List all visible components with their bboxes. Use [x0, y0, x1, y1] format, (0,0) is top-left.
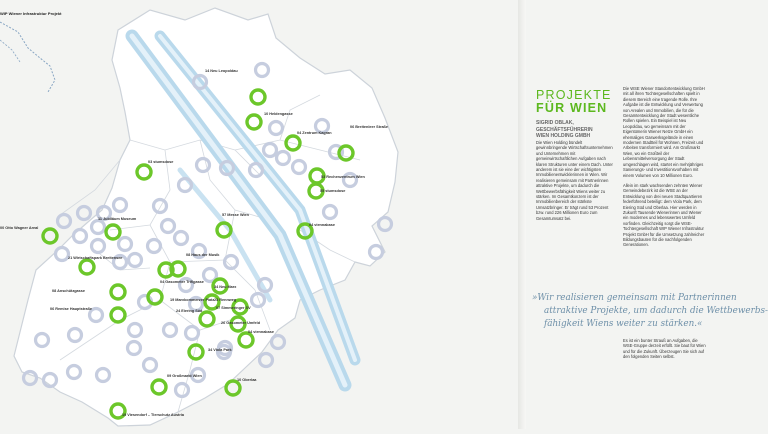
project-label: 34 Neu Marx: [214, 285, 237, 289]
other-site-marker: [58, 215, 71, 228]
project-marker[interactable]: [226, 381, 240, 395]
page-gutter: [518, 0, 526, 429]
quote-line-1: »Wir realisieren gemeinsam mit Partnerinnen: [532, 293, 737, 303]
project-label: 09 Großmarkt Wien: [167, 374, 202, 378]
project-label: 04 viennabase: [248, 330, 274, 334]
project-label: 04 viennabase: [309, 223, 335, 227]
page-title-line2: FÜR WIEN: [536, 101, 608, 115]
paragraph: Die Wien Holding bündelt gewinnbringende Wirtschaftsunternehmen und Unternehmen mit gemeinwirtschaftlichen Aufgaben nach klaren Strukturen unter einem Dach. Unter anderem ist sie eine der wichtigsten Immobilienentwicklerinnen in Wien. Wir realisieren gemeinsam mit Partnerinnen attraktive Projekte, um dadurch die Wettbewerbsfähigkeit Wiens weiter zu stärken. Im Gesamtkonzern ist der Immobilienbereich der stärkste Umsatzbringer. Er trägt rund 53 Prozent bzw. rund 226 Millionen Euro zum Gesamtumsatz bei.: [536, 140, 613, 221]
project-label: 53 Rechenzentrum Wien: [321, 175, 365, 179]
project-label: 24 Eiering Süd: [176, 309, 203, 313]
quote-line-2: attraktive Projekte, um dadurch die Wettbewerbs-: [544, 306, 768, 316]
other-site-marker: [272, 336, 285, 349]
project-label: 06 Remise Hauptstraße: [50, 307, 92, 311]
author-byline: [536, 120, 616, 140]
project-label: 07 Simmeringer SV: [216, 306, 251, 310]
project-label: 23 Rennweg: [214, 298, 237, 302]
project-label: 14 Neu Leopoldau: [205, 69, 238, 73]
project-marker[interactable]: [43, 229, 57, 243]
project-label: 04 Zentrum Kagran: [297, 131, 332, 135]
paragraph: Die WSE Wiener Standortentwicklung GmbH mit all ihren Tochtergesellschaften spielt in diesem Bereich eine tragende Rolle. Ihre Aufgabe ist die Entwicklung und Verwertung von Arealen und Immobilien, die für die Gesamtentwicklung der Stadt wesentliche Rollen spielen. Ein Beispiel ist Neu Leopoldau, wo gemeinsam mit der Eigentümerin Wiener Netze GmbH ein ehemaliges Gaswerksgelände in einen modernen Stadtteil für Wohnen, Freizeit und Arbeiten transformiert wird. Am Großmarkt Wien, wo ein Großteil der Lebensmittelversorgung der Stadt umgeschlagen wird, startet ein mehrjähriges Sanierungs- und Investitionsvorhaben mit einem Volumen von 10 Millionen Euro.: [623, 86, 705, 178]
project-label: 26 Gasometer Umfeld: [221, 321, 261, 325]
project-label: 04 Gasometer Triflgasse: [160, 280, 204, 284]
quote-line-3: fähigkeit Wiens weiter zu stärken.«: [544, 319, 703, 329]
closing-paragraph: [623, 338, 707, 365]
project-label: 03 stumsdose: [148, 160, 174, 164]
other-site-marker: [260, 354, 273, 367]
project-label: 10 Oberlaa: [237, 378, 257, 382]
project-label: 08 Anschützgasse: [52, 289, 85, 293]
paragraph: Allein im stark wachsenden zehnten Wiener Gemeindebezirk ist die WSE an der Entwicklung von drei neuen Stadtquartieren federführend beteiligt: dem Viola Park, dem Eiering Süd und Oberlaa. Hier werden in Zukunft Tausende Wienerinnen und Wiener ein modernes und lebenswertes Umfeld vorfinden. Gleichzeitig sorgt die WSE-Tochtergesellschaft WIP Wiener Infrastruktur Projekt GmbH für die Umsetzung zahlreicher Bildungsbauten für die nachfolgenden Generationen.: [623, 182, 705, 248]
project-label: 34 Viola Park: [208, 348, 232, 352]
project-label: 08 Haus der Musik: [186, 253, 220, 257]
project-label: 10 Heldengasse: [264, 112, 293, 116]
project-label: 19 Marxkommerzer Platz: [170, 298, 215, 302]
project-label: 00 Otto Wagner Areal: [0, 226, 39, 230]
author-role-2: WIEN HOLDING GMBH: [536, 133, 591, 139]
other-site-marker: [78, 207, 91, 220]
page-title-line1: PROJEKTE: [536, 88, 612, 102]
project-label: 19 Viesendorf – Tierschutz Austria: [122, 413, 184, 417]
body-column-right: [623, 86, 707, 253]
project-label: 57 Messe Wien: [222, 213, 249, 217]
other-site-marker: [379, 218, 392, 231]
author-name: SIGRID OBLAK,: [536, 120, 574, 126]
paragraph: Es ist ein bunter Strauß an Aufgaben, die WSE-Gruppe derzeit erfüllt. Sie baut für Wien und für die Zukunft. Überzeugen Sie sich auf den folgenden Seiten selbst.: [623, 338, 706, 360]
inset-map: [0, 22, 55, 92]
project-label: 21 Wirtschaftspark Breitensee: [68, 256, 123, 260]
author-role-1: GESCHÄFTSFÜHRERIN: [536, 126, 593, 133]
project-label: 55 stumsdose: [320, 189, 346, 193]
inset-caption: WIP Wiener Infrastruktur Projekt: [0, 11, 62, 16]
project-label: 11 Jubiläum Museum: [98, 217, 137, 221]
pull-quote: [532, 292, 768, 331]
project-label: 06 Breitenleer Straße: [350, 125, 388, 129]
body-column-left: [536, 140, 614, 226]
